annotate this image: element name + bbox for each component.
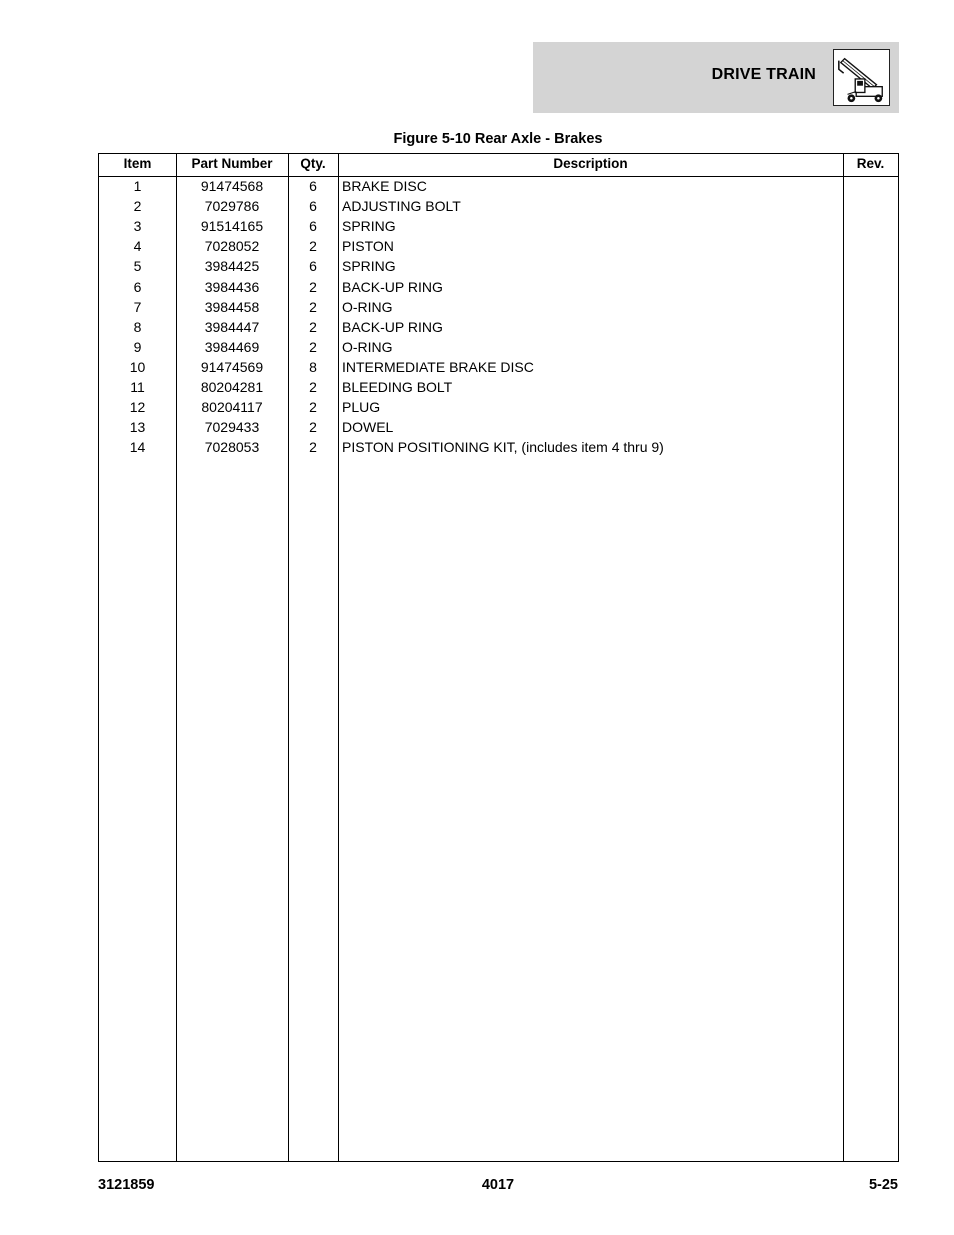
table-header bbox=[99, 154, 898, 177]
row-item: 10 bbox=[129, 358, 146, 375]
row-qty: 2 bbox=[309, 399, 317, 416]
row-qty: 6 bbox=[309, 198, 317, 215]
parts-table bbox=[98, 153, 899, 1162]
row-part-number: 91474568 bbox=[200, 178, 264, 194]
header-description: Description bbox=[553, 156, 628, 171]
row-qty: 2 bbox=[309, 238, 317, 255]
footer-model: 4017 bbox=[481, 1177, 515, 1193]
section-title: DRIVE TRAIN bbox=[711, 66, 816, 83]
table-row bbox=[99, 277, 898, 297]
section-header bbox=[533, 42, 899, 113]
row-description: O-RING bbox=[342, 338, 393, 355]
table-row bbox=[99, 256, 898, 276]
row-item: 8 bbox=[133, 318, 142, 335]
row-item: 3 bbox=[133, 218, 142, 235]
table-row bbox=[99, 216, 898, 236]
row-qty: 2 bbox=[309, 338, 317, 355]
row-item: 5 bbox=[133, 258, 142, 275]
table-row bbox=[99, 337, 898, 357]
row-item: 2 bbox=[133, 198, 142, 215]
row-description: BRAKE DISC bbox=[342, 178, 427, 194]
row-qty: 2 bbox=[309, 278, 317, 295]
row-item: 4 bbox=[133, 238, 142, 255]
row-description: BACK-UP RING bbox=[342, 318, 443, 335]
row-description: DOWEL bbox=[342, 419, 394, 436]
table-row bbox=[99, 196, 898, 216]
row-description: SPRING bbox=[342, 218, 396, 235]
row-qty: 2 bbox=[309, 439, 317, 456]
row-part-number: 3984469 bbox=[204, 338, 260, 355]
row-item: 9 bbox=[133, 338, 142, 355]
row-part-number: 91514165 bbox=[200, 218, 264, 235]
row-qty: 8 bbox=[309, 358, 317, 375]
row-part-number: 7029786 bbox=[204, 198, 260, 215]
row-item: 14 bbox=[129, 439, 146, 456]
row-description: PISTON bbox=[342, 238, 394, 255]
figure-title: Figure 5-10 Rear Axle - Brakes bbox=[393, 131, 603, 147]
row-item: 7 bbox=[133, 298, 142, 315]
table-row bbox=[99, 297, 898, 317]
row-description: BLEEDING BOLT bbox=[342, 379, 453, 395]
row-qty: 6 bbox=[309, 178, 317, 194]
header-rev: Rev. bbox=[856, 156, 885, 171]
row-qty: 6 bbox=[309, 258, 317, 275]
table-row bbox=[99, 417, 898, 437]
telehandler-icon bbox=[833, 49, 890, 106]
row-part-number: 3984436 bbox=[204, 278, 260, 295]
row-qty: 2 bbox=[309, 419, 317, 436]
row-description: ADJUSTING BOLT bbox=[342, 198, 461, 215]
footer-document-number: 3121859 bbox=[98, 1177, 155, 1193]
table-row bbox=[99, 437, 898, 457]
row-description: INTERMEDIATE BRAKE DISC bbox=[342, 358, 534, 375]
row-item: 1 bbox=[133, 178, 142, 194]
row-item: 12 bbox=[129, 399, 146, 416]
row-qty: 2 bbox=[309, 318, 317, 335]
header-part-number: Part Number bbox=[191, 156, 273, 171]
table-row bbox=[99, 176, 898, 196]
row-item: 6 bbox=[133, 278, 142, 295]
row-qty: 6 bbox=[309, 218, 317, 235]
row-description: SPRING bbox=[342, 258, 396, 275]
row-part-number: 7029433 bbox=[204, 419, 260, 436]
row-part-number: 3984458 bbox=[204, 298, 260, 315]
row-description: PISTON POSITIONING KIT, (includes item 4 thru 9) bbox=[342, 439, 664, 456]
row-item: 11 bbox=[130, 379, 145, 395]
row-description: O-RING bbox=[342, 298, 393, 315]
row-qty: 2 bbox=[309, 379, 317, 395]
row-description: PLUG bbox=[342, 399, 381, 416]
row-item: 13 bbox=[129, 419, 146, 436]
row-part-number: 91474569 bbox=[200, 358, 264, 375]
table-row bbox=[99, 377, 898, 397]
row-description: BACK-UP RING bbox=[342, 278, 443, 295]
table-row bbox=[99, 317, 898, 337]
table-row bbox=[99, 357, 898, 377]
row-qty: 2 bbox=[309, 298, 317, 315]
row-part-number: 3984447 bbox=[204, 318, 260, 335]
row-part-number: 7028053 bbox=[204, 439, 260, 456]
header-qty: Qty. bbox=[300, 156, 326, 171]
footer-page-number: 5-25 bbox=[868, 1177, 898, 1193]
row-part-number: 80204281 bbox=[200, 379, 264, 395]
header-item: Item bbox=[123, 156, 152, 171]
row-part-number: 80204117 bbox=[201, 399, 263, 416]
row-part-number: 3984425 bbox=[204, 258, 260, 275]
table-row bbox=[99, 397, 898, 417]
row-part-number: 7028052 bbox=[204, 238, 260, 255]
table-row bbox=[99, 236, 898, 256]
